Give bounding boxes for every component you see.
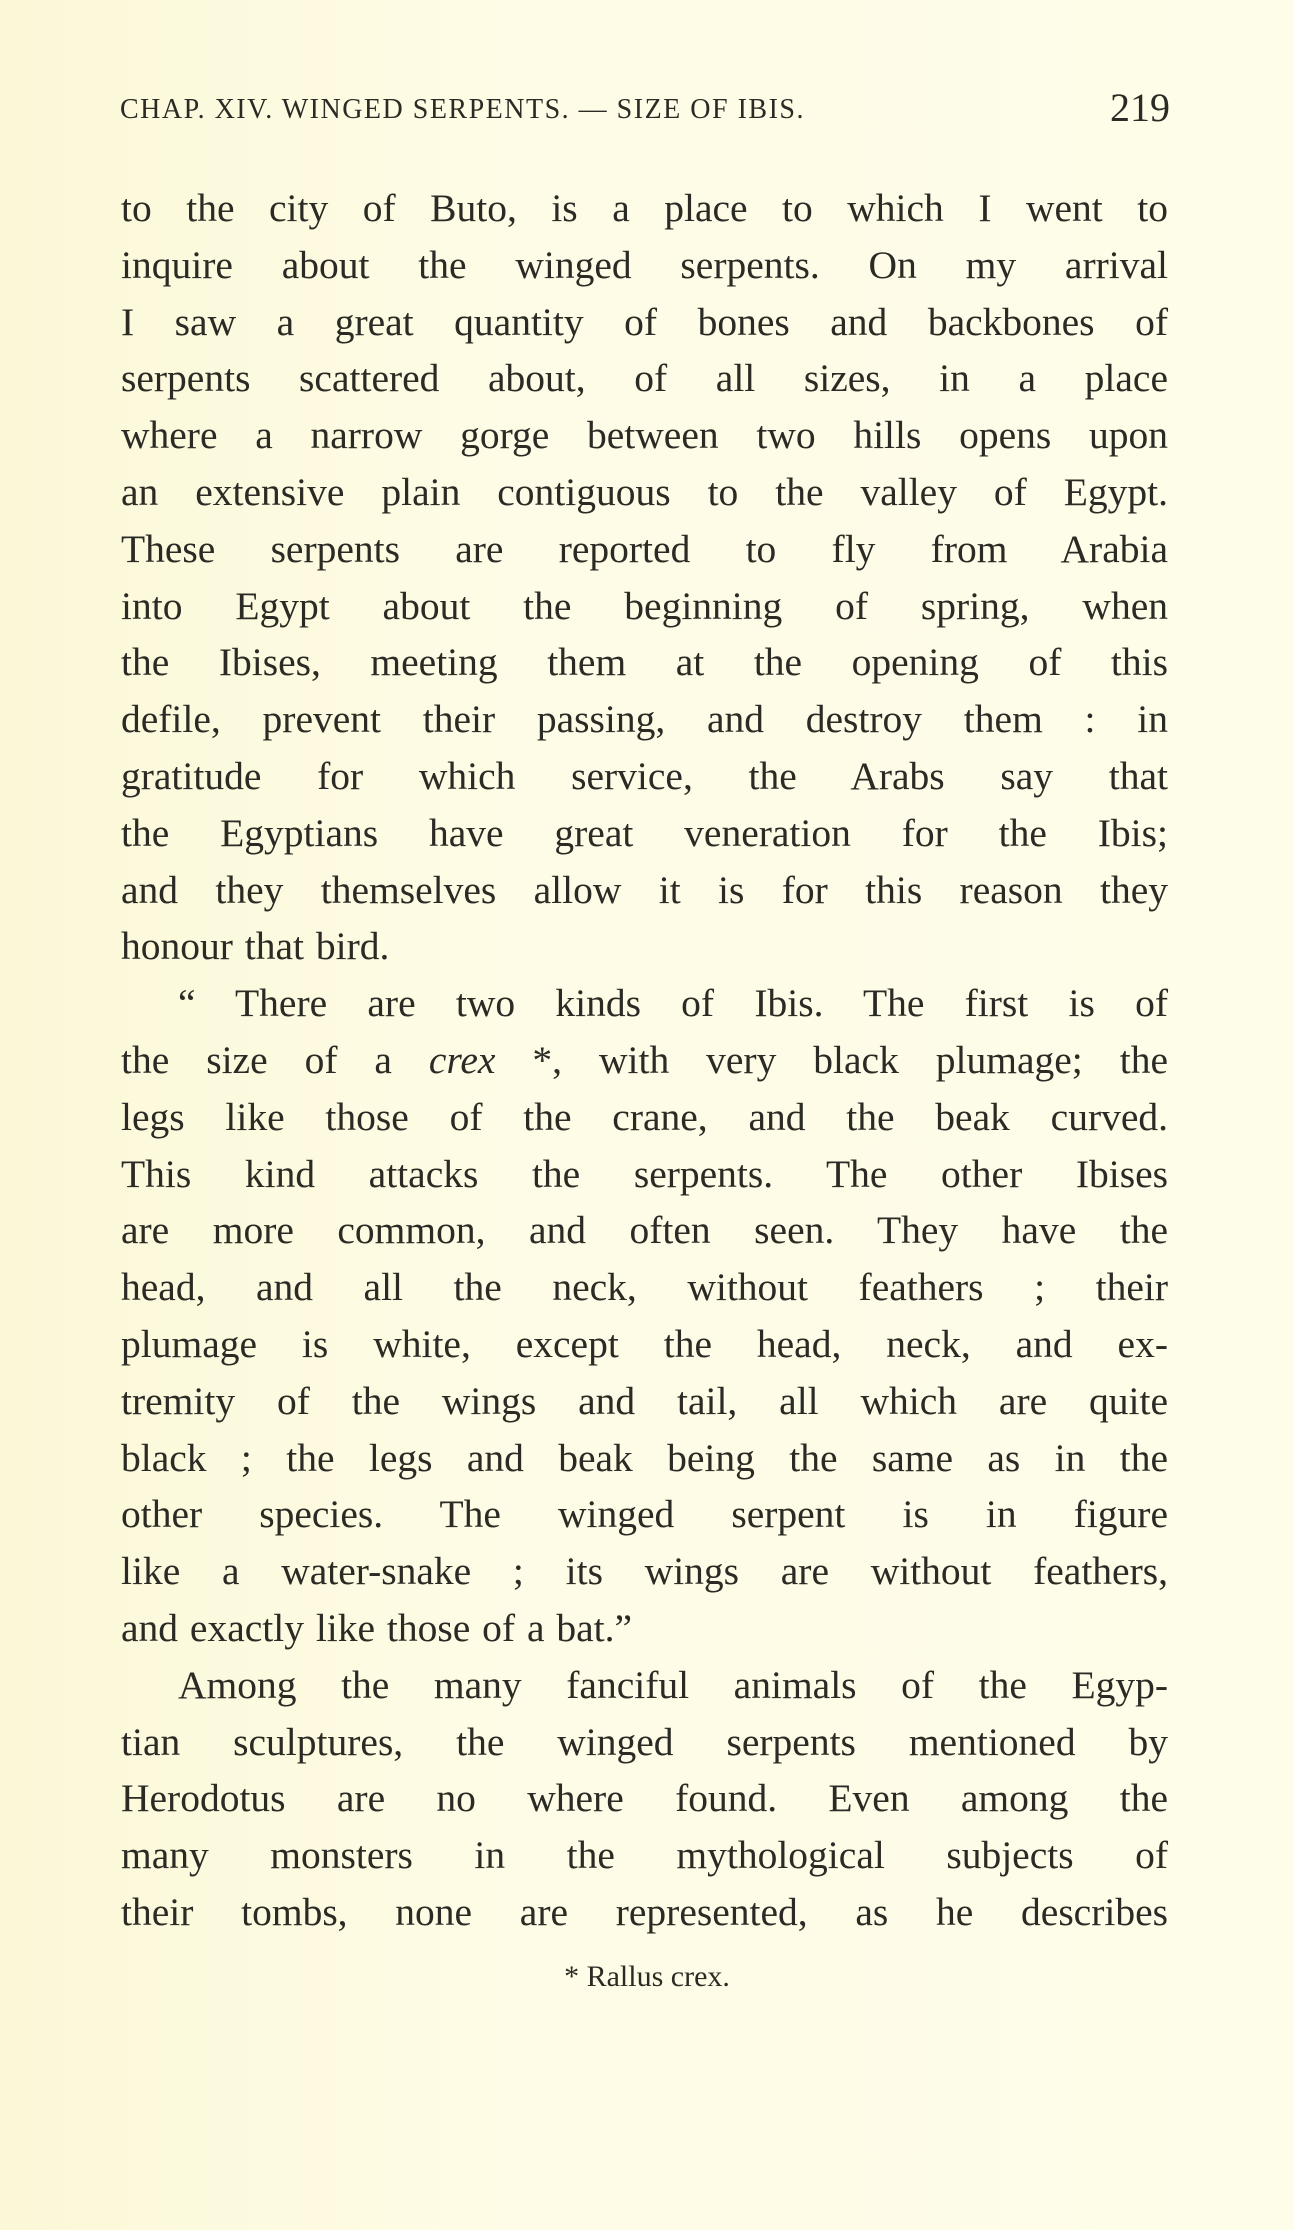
text-line: are more common, and often seen. They have the: [121, 1208, 1168, 1253]
text-line: an extensive plain contiguous to the valley of Egypt.: [121, 469, 1168, 514]
text-line: I saw a great quantity of bones and backbones of: [121, 299, 1168, 344]
text-line: This kind attacks the serpents. The other Ibises: [121, 1151, 1168, 1196]
text-line: [121, 1032, 1168, 1089]
text-line: to the city of Buto, is a place to which I went to: [121, 186, 1168, 230]
text-line: other species. The winged serpent is in figure: [121, 1492, 1168, 1537]
text-line: “ There are two kinds of Ibis. The first is of: [178, 981, 1168, 1026]
page-number: 219: [1110, 85, 1170, 130]
text-line: the Egyptians have great veneration for the Ibis;: [121, 810, 1168, 855]
text-line: where a narrow gorge between two hills opens upon: [121, 413, 1168, 458]
italic-word: crex: [428, 1037, 496, 1082]
text-line: legs like those of the crane, and the beak curved.: [121, 1094, 1168, 1139]
text-line: and they themselves allow it is for this reason they: [121, 867, 1168, 912]
text-line: inquire about the winged serpents. On my arrival: [121, 242, 1168, 287]
text-line: serpents scattered about, of all sizes, in a place: [121, 356, 1168, 401]
text-line: head, and all the neck, without feathers ; their: [121, 1265, 1168, 1310]
text-line: plumage is white, except the head, neck, and ex-: [121, 1321, 1168, 1366]
text-line: gratitude for which service, the Arabs say that: [121, 753, 1168, 798]
text-line: and exactly like those of a bat.”: [121, 1605, 633, 1650]
text-line: many monsters in the mythological subjects of: [121, 1833, 1168, 1878]
text-line: tian sculptures, the winged serpents mentioned by: [121, 1719, 1168, 1764]
text-line: Among the many fanciful animals of the Egyp-: [178, 1662, 1168, 1707]
text-span: the size of a: [121, 1037, 429, 1082]
text-span: *, with very black plumage; the: [495, 1037, 1168, 1082]
text-line: honour that bird.: [121, 924, 390, 969]
running-header: [120, 84, 1170, 134]
text-line: their tombs, none are represented, as he describes: [121, 1889, 1168, 1934]
body-text: [121, 180, 1168, 1941]
text-line: into Egypt about the beginning of spring, when: [121, 583, 1168, 628]
text-line: black ; the legs and beak being the same as in the: [121, 1435, 1168, 1480]
running-title: CHAP. XIV. WINGED SERPENTS. — SIZE OF IBIS.: [120, 94, 805, 125]
text-line: defile, prevent their passing, and destroy them : in: [121, 697, 1168, 742]
text-line: Herodotus are no where found. Even among the: [121, 1776, 1168, 1821]
footnote: * Rallus crex.: [564, 1960, 730, 1993]
text-line: tremity of the wings and tail, all which are quite: [121, 1378, 1168, 1423]
text-line: like a water-snake ; its wings are without feathers,: [121, 1549, 1168, 1594]
text-line: These serpents are reported to fly from Arabia: [121, 526, 1168, 571]
text-line: the Ibises, meeting them at the opening of this: [121, 640, 1168, 685]
